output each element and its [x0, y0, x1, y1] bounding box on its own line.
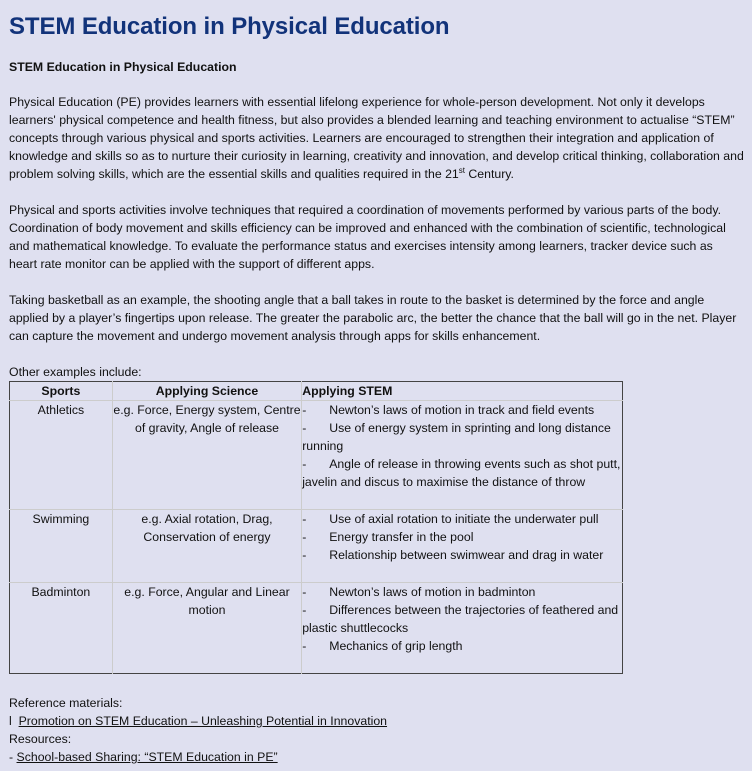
superscript: st [458, 165, 465, 175]
header-applying-stem: Applying STEM [302, 384, 393, 398]
list-item: - Differences between the trajectories of feathered and plastic shuttlecocks [302, 603, 619, 635]
stem-cell [302, 583, 623, 674]
list-item: - Energy transfer in the pool [302, 530, 474, 544]
list-item: - Use of energy system in sprinting and long distance running [302, 421, 611, 453]
list-item: - Newton’s laws of motion in track and field events [302, 403, 595, 417]
examples-table [9, 381, 623, 674]
list-item: - Relationship between swimwear and drag in water [302, 548, 604, 562]
stem-cell [302, 510, 623, 583]
reference-materials-label: Reference materials: [9, 696, 123, 710]
resource-item [9, 748, 744, 766]
table-row [10, 583, 623, 674]
table-header-row [10, 382, 623, 401]
other-examples-label: Other examples include: [9, 365, 142, 379]
list-item: - Angle of release in throwing events such as shot putt, javelin and discus to maximise the distance of throw [302, 457, 621, 489]
science-cell: e.g. Force, Energy system, Centre of gravity, Angle of release [112, 401, 301, 510]
sport-cell: Badminton [10, 583, 113, 674]
page-title: STEM Education in Physical Education [9, 13, 450, 40]
reference-item [9, 712, 744, 730]
resource-marker: - [9, 750, 14, 764]
stem-cell [302, 401, 623, 510]
table-row [10, 510, 623, 583]
table-row [10, 401, 623, 510]
promotion-stem-link[interactable]: Promotion on STEM Education – Unleashing Potential in Innovation [18, 714, 388, 728]
coordination-paragraph: Physical and sports activities involve techniques that required a coordination of movements performed by various parts of the body. Coordination of body movement and skills efficiency can be improved and enhanced with the combination of scientific, technological and mathematical knowledge. To evaluate the performance status and exercises intensity among learners, tracker device such as heart rate monitor can be applied with the support of different apps. [9, 203, 726, 271]
sport-cell: Athletics [10, 401, 113, 510]
sport-cell: Swimming [10, 510, 113, 583]
list-item: - Use of axial rotation to initiate the underwater pull [302, 512, 599, 526]
resources-label: Resources: [9, 732, 72, 746]
header-sports: Sports [10, 382, 113, 401]
science-cell: e.g. Axial rotation, Drag, Conservation of energy [112, 510, 301, 583]
header-applying-science: Applying Science [112, 382, 301, 401]
list-item: - Newton’s laws of motion in badminton [302, 585, 536, 599]
reference-marker: l [9, 714, 12, 728]
intro-paragraph: Physical Education (PE) provides learners with essential lifelong experience for whole-person development. Not only it develops learners' physical competence and health fitness, but also provides a blended learning and teaching environment to actualise “STEM” concepts through various physical and sports activities. Learners are encouraged to strengthen their integration and application of knowledge and skills so as to nurture their curiosity in learning, creativity and innovation, and develop critical thinking, collaboration and problem solving skills, which are the essential skills and qualities required in the 21st Century. [9, 95, 744, 181]
section-subtitle: STEM Education in Physical Education [9, 60, 237, 74]
list-item: - Mechanics of grip length [302, 639, 463, 653]
science-cell: e.g. Force, Angular and Linear motion [112, 583, 301, 674]
school-based-sharing-link[interactable]: School-based Sharing: “STEM Education in PE” [16, 750, 278, 764]
basketball-paragraph: Taking basketball as an example, the shooting angle that a ball takes in route to the basket is determined by the force and angle applied by a player’s fingertips upon release. The greater the parabolic arc, the better the chance that the ball will go in the net. Player can capture the movement and undergo movement analysis through apps for skills enhancement. [9, 293, 737, 343]
